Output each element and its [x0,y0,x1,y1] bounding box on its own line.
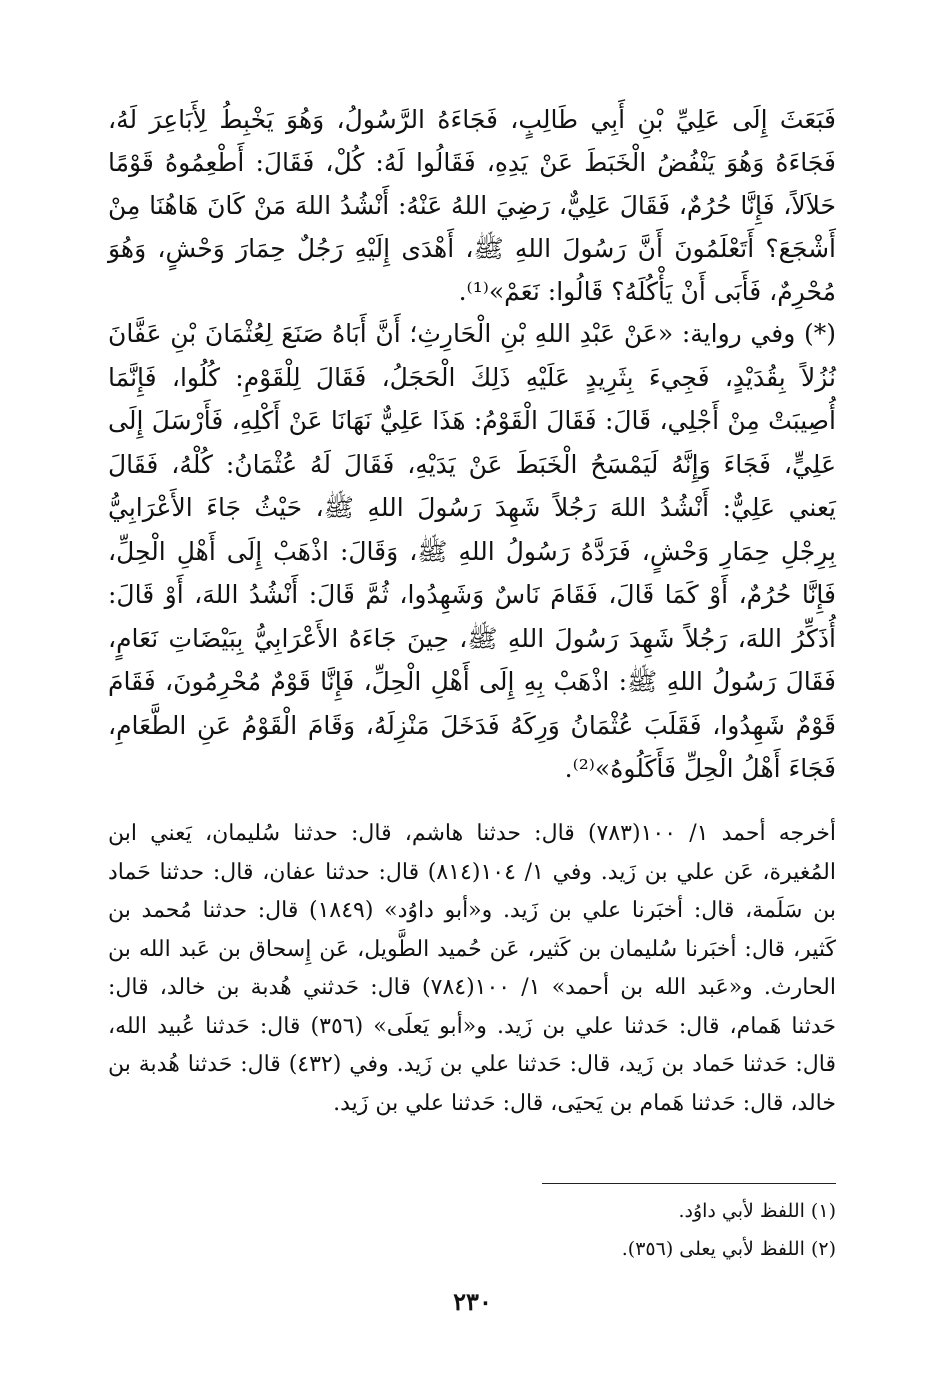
footnote-1: (١) اللفظ لأبي داوُد. [678,1200,836,1222]
page-number: ٢٣٠ [453,1287,492,1316]
footnote-2: (٢) اللفظ لأبي يعلى (٣٥٦). [621,1238,836,1260]
hadith-riwaya-text: (*) وفي رواية: «عَنْ عَبْدِ اللهِ بْنِ الْحَارِثِ؛ أَنَّ أَبَاهُ صَنَعَ لِعُثْمَانَ بْنِ عَفَّانَ نُزُلاً بِقُدَيْدٍ، فَجِيءَ بِثَرِيدٍ عَلَيْهِ ذَلِكَ الْحَجَلُ، فَقَالَ لِلْقَوْمِ: كُلُوا، فَإِنَّمَا أُصِيبَتْ مِنْ أَجْلِي، قَالَ: فَقَالَ الْقَوْمُ: هَذَا عَلِيٌّ نَهَانَا عَنْ أَكْلِهِ، فَأَرْسَلَ إِلَى عَلِيٍّ، فَجَاءَ وَإِنَّهُ لَيَمْسَحُ الْخَبَطَ عَنْ يَدَيْهِ، فَقَالَ لَهُ عُثْمَانُ: كُلْهُ، فَقَالَ يَعني عَلِيٌّ: أَنْشُدُ اللهَ رَجُلاً شَهِدَ رَسُولَ اللهِ ﷺ، حَيْثُ جَاءَ الأَعْرَابِيُّ بِرِجْلِ حِمَارِ وَحْشٍ، فَرَدَّهُ رَسُولُ اللهِ ﷺ، وَقَالَ: اذْهَبْ إِلَى أَهْلِ الْحِلِّ، فَإِنَّا حُرُمٌ، أَوْ كَمَا قَالَ، فَقَامَ نَاسٌ وَشَهِدُوا، ثُمَّ قَالَ: أَنْشُدُ اللهَ، أَوْ قَالَ: أُذَكِّرُ اللهَ، رَجُلاً شَهِدَ رَسُولَ اللهِ ﷺ، حِينَ جَاءَهُ الأَعْرَابِيُّ بِبَيْضَاتِ نَعَامٍ، فَقَالَ رَسُولُ اللهِ ﷺ: اذْهَبْ بِهِ إِلَى أَهْلِ الْحِلِّ، فَإِنَّا قَوْمٌ مُحْرِمُونَ، فَقَامَ قَوْمٌ شَهِدُوا، فَقَلَبَ عُثْمَانُ وَرِكَهُ فَدَخَلَ مَنْزِلَهُ، وَقَامَ الْقَوْمُ عَنِ الطَّعَامِ، فَجَاءَ أَهْلُ الْحِلِّ فَأَكَلُوهُ»⁽²⁾. [108,319,836,783]
footnote-divider [542,1183,836,1184]
footnotes [108,1192,836,1268]
hadith-main-text: فَبَعَثَ إِلَى عَلِيِّ بْنِ أَبِي طَالِبٍ، فَجَاءَهُ الرَّسُولُ، وَهُوَ يَخْبِطُ لِأَبَاعِرَ لَهُ، فَجَاءَهُ وَهُوَ يَنْفُضُ الْخَبَطَ عَنْ يَدِهِ، فَقَالُوا لَهُ: كُلْ، فَقَالَ: أَطْعِمُوهُ قَوْمًا حَلاَلاً، فَإِنَّا حُرُمٌ، فَقَالَ عَلِيٌّ، رَضِيَ اللهُ عَنْهُ: أَنْشُدُ اللهَ مَنْ كَانَ هَاهُنَا مِنْ أَشْجَعَ؟ أَتَعْلَمُونَ أَنَّ رَسُولَ اللهِ ﷺ، أَهْدَى إِلَيْهِ رَجُلٌ حِمَارَ وَحْشٍ، وَهُوَ مُحْرِمٌ، فَأَبَى أَنْ يَأْكُلَهُ؟ قَالُوا: نَعَمْ»⁽¹⁾. [108,105,836,306]
takhrij-text: أخرجه أحمد ١/ ١٠٠(٧٨٣) قال: حدثنا هاشم، قال: حدثنا سُليمان، يَعني ابن المُغيرة، عَن علي بن زَيد. وفي ١/ ١٠٤(٨١٤) قال: حدثنا عفان، قال: حدثنا حَماد بن سَلَمة، قال: أخبَرنا علي بن زَيد. و«أبو داوُد» (١٨٤٩) قال: حدثنا مُحمد بن كَثير، قال: أخبَرنا سُليمان بن كَثير، عَن حُميد الطَّويل، عَن إِسحاق بن عَبد الله بن الحارث. و«عَبد الله بن أحمد» ١/ ١٠٠(٧٨٤) قال: حَدثني هُدبة بن خالد، قال: حَدثنا هَمام، قال: حَدثنا علي بن زَيد. و«أبو يَعلَى» (٣٥٦) قال: حَدثنا عُبيد الله، قال: حَدثنا حَماد بن زَيد، قال: حَدثنا علي بن زَيد. وفي (٤٣٢) قال: حَدثنا هُدبة بن خالد، قال: حَدثنا هَمام بن يَحيَى، قال: حَدثنا علي بن زَيد. [108,821,837,1116]
